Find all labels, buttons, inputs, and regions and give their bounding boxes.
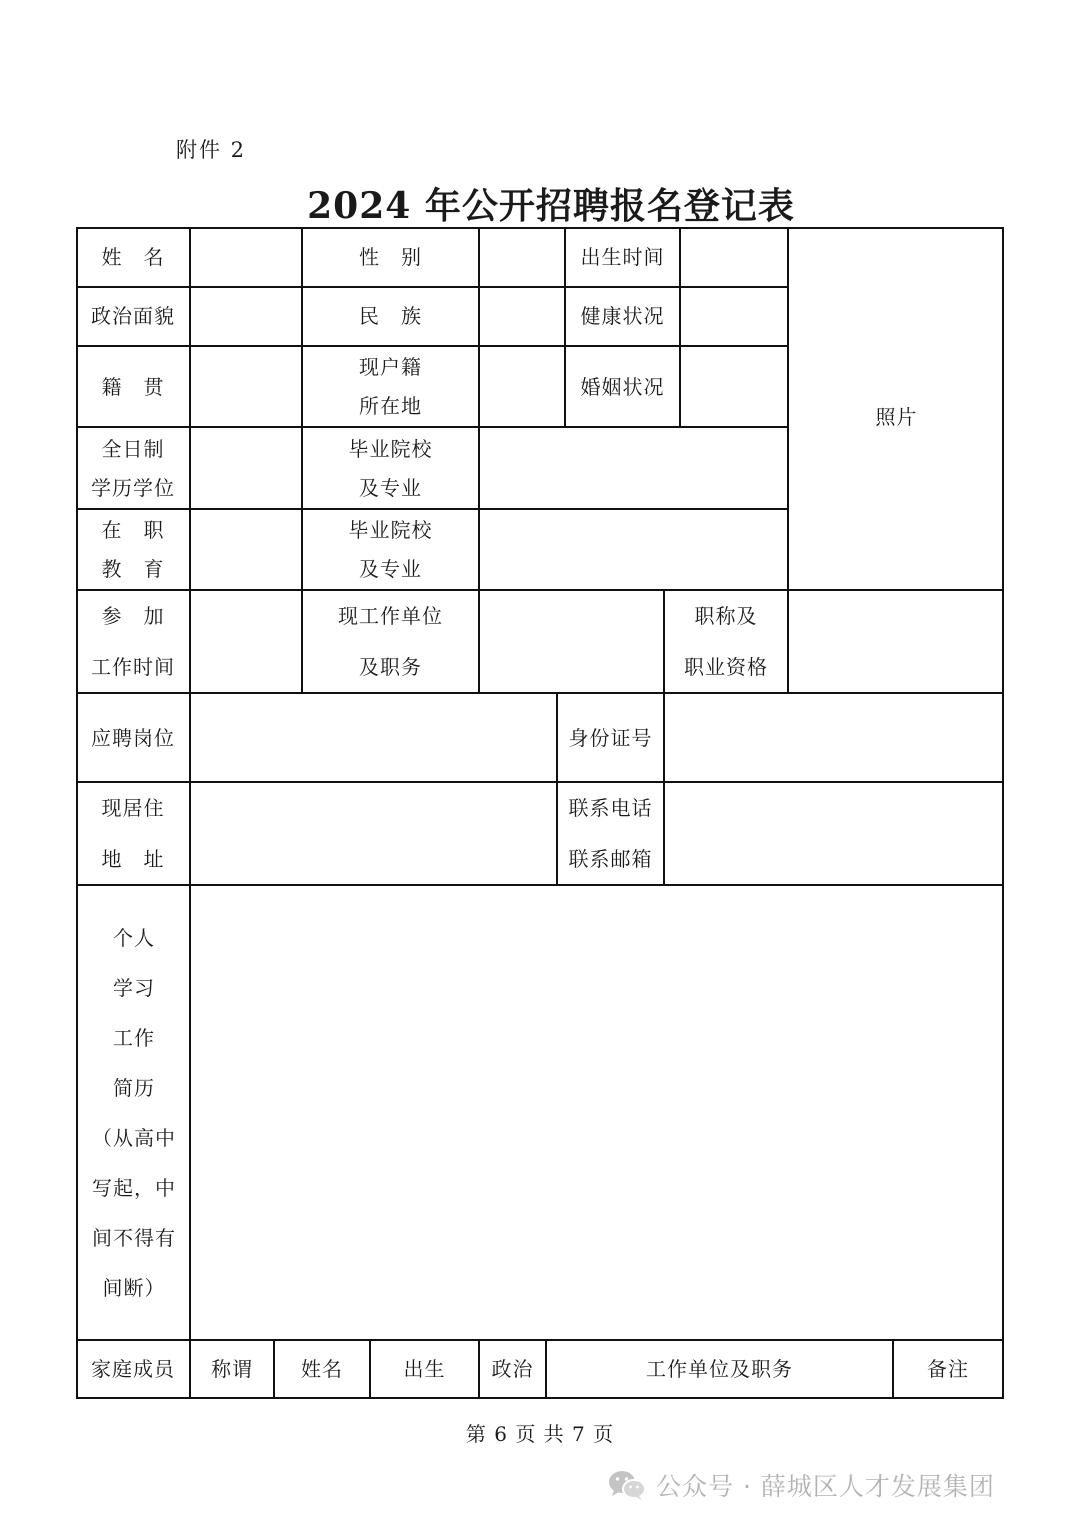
label-inservice-line2: 教 育 xyxy=(101,557,165,581)
attachment-label: 附件 2 xyxy=(176,138,247,162)
family-header-members: 家庭成员 xyxy=(91,1356,175,1381)
registration-form xyxy=(76,227,1004,1399)
fulltime-school-field[interactable] xyxy=(480,428,787,508)
health-status-field[interactable] xyxy=(681,288,787,345)
resume-label-line: 间不得有 xyxy=(92,1226,176,1250)
resume-label-line: 简历 xyxy=(113,1076,155,1100)
label-work-start xyxy=(76,591,190,693)
resume-label-line: 学习 xyxy=(113,976,155,1000)
household-registration-field[interactable] xyxy=(480,347,564,426)
resume-label-line: 写起，中 xyxy=(92,1176,176,1200)
label-fulltime-line2: 学历学位 xyxy=(91,475,175,500)
form-title: 2024 年公开招聘报名登记表 xyxy=(307,185,795,227)
birth-time-field[interactable] xyxy=(681,227,787,287)
label-title-line2: 职业资格 xyxy=(684,655,768,679)
label-school-line2: 及专业 xyxy=(359,475,422,500)
label-gender: 性 别 xyxy=(359,244,422,269)
marital-status-field[interactable] xyxy=(681,347,787,426)
label-work-start-line2: 工作时间 xyxy=(91,655,175,679)
label-work-start-line1: 参 加 xyxy=(101,604,165,628)
resume-label-line: 工作 xyxy=(113,1026,155,1050)
inservice-school-field[interactable] xyxy=(480,510,787,589)
label-fulltime-line1: 全日制 xyxy=(101,436,165,461)
label-employer-line2: 及职务 xyxy=(359,655,422,679)
title-certificate-field[interactable] xyxy=(789,591,1002,692)
label-ethnicity: 民 族 xyxy=(359,304,422,328)
label-school-line2: 及专业 xyxy=(359,557,422,581)
label-native-place: 籍 贯 xyxy=(101,374,165,399)
label-address xyxy=(76,783,190,885)
label-resume xyxy=(76,886,190,1340)
label-school-line1: 毕业院校 xyxy=(348,518,433,542)
photo-box[interactable] xyxy=(789,227,1004,607)
resume-label-line: （从高中 xyxy=(92,1126,176,1150)
label-inservice-line1: 在 职 xyxy=(101,518,165,542)
label-email: 联系邮箱 xyxy=(568,847,653,871)
label-health-status: 健康状况 xyxy=(580,304,665,328)
fulltime-education-field[interactable] xyxy=(191,428,301,508)
label-title-line1: 职称及 xyxy=(694,604,758,628)
label-school-line1: 毕业院校 xyxy=(348,436,433,461)
label-contact xyxy=(558,783,663,885)
label-employer-line1: 现工作单位 xyxy=(338,604,443,628)
family-header-political: 政治 xyxy=(491,1356,534,1381)
page-info: 第 6 页 共 7 页 xyxy=(465,1422,615,1446)
family-header-remarks: 备注 xyxy=(927,1356,969,1381)
label-birth-time: 出生时间 xyxy=(580,244,665,269)
watermark xyxy=(608,1465,995,1505)
label-current-employer xyxy=(303,591,478,693)
label-household-registration xyxy=(303,347,478,427)
gender-field[interactable] xyxy=(480,227,564,287)
label-fulltime-school xyxy=(303,428,478,509)
work-start-field[interactable] xyxy=(191,591,301,692)
political-status-field[interactable] xyxy=(191,288,301,345)
resume-label-line: 间断） xyxy=(102,1276,166,1300)
label-address-line2: 地 址 xyxy=(101,847,165,871)
family-header-name: 姓名 xyxy=(301,1356,343,1381)
label-phone: 联系电话 xyxy=(568,796,653,820)
name-field[interactable] xyxy=(191,227,301,287)
family-header-birth: 出生 xyxy=(403,1356,446,1381)
label-id-number: 身份证号 xyxy=(568,725,653,750)
ethnicity-field[interactable] xyxy=(480,288,564,345)
resume-label-line: 个人 xyxy=(113,926,155,950)
label-household-line2: 所在地 xyxy=(359,394,422,418)
inservice-education-field[interactable] xyxy=(191,510,301,589)
label-marital-status: 婚姻状况 xyxy=(580,374,665,399)
watermark-text: 公众号 · 薛城区人才发展集团 xyxy=(656,1472,995,1501)
native-place-field[interactable] xyxy=(191,347,301,426)
label-photo: 照片 xyxy=(875,404,918,429)
label-inservice-education xyxy=(76,510,190,590)
family-header-employer: 工作单位及职务 xyxy=(646,1356,793,1381)
label-address-line1: 现居住 xyxy=(101,796,165,820)
family-header-relation: 称谓 xyxy=(211,1356,253,1381)
label-fulltime-education xyxy=(76,428,190,509)
label-political-status: 政治面貌 xyxy=(91,304,175,328)
applied-position-field[interactable] xyxy=(191,694,556,781)
wechat-icon xyxy=(608,1469,646,1501)
address-field[interactable] xyxy=(191,783,556,884)
label-name: 姓 名 xyxy=(101,244,165,269)
current-employer-field[interactable] xyxy=(480,591,663,692)
label-inservice-school xyxy=(303,510,478,590)
label-title-certificate xyxy=(665,591,787,693)
contact-field[interactable] xyxy=(665,783,1002,884)
resume-field[interactable] xyxy=(191,886,1002,1339)
label-applied-position: 应聘岗位 xyxy=(91,725,175,750)
id-number-field[interactable] xyxy=(665,694,1002,781)
label-household-line1: 现户籍 xyxy=(359,355,422,379)
